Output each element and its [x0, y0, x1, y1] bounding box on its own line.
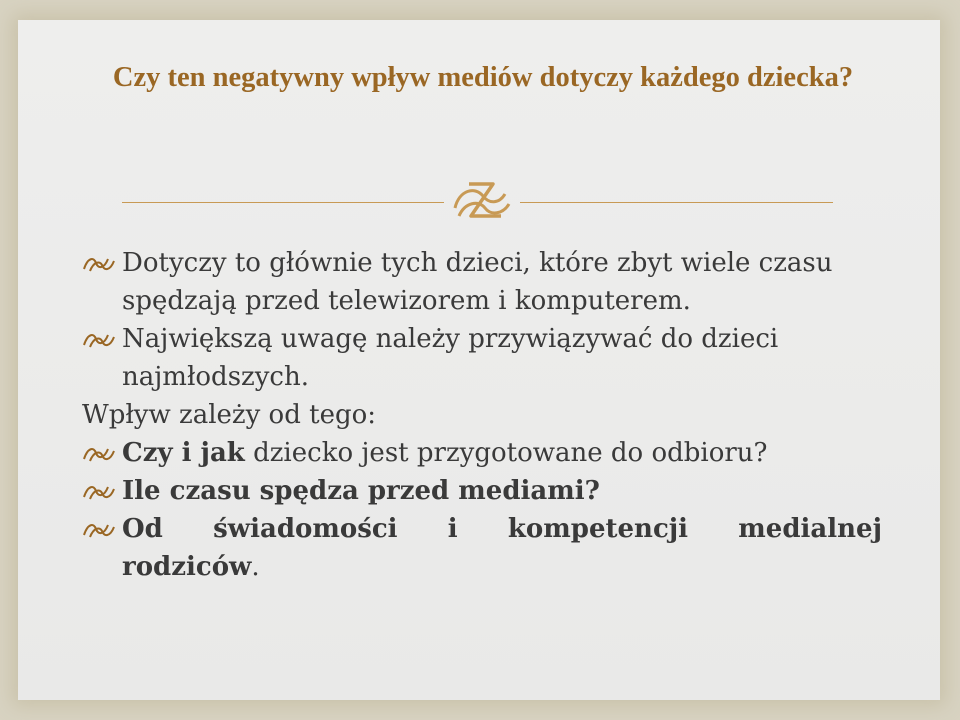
slide-body: [82, 244, 882, 586]
bullet-text-bold: rodziców: [122, 552, 252, 582]
bullet-text: Dotyczy to głównie tych dzieci, które zbyt wiele czasu spędzają przed telewizorem i komputerem.: [122, 248, 833, 316]
bullet-text-bold: Ile czasu spędza przed mediami?: [122, 476, 600, 506]
flourish-icon: [449, 170, 517, 226]
double-scroll-bullet-icon: [82, 519, 116, 539]
list-item: [82, 510, 882, 586]
list-item: [82, 320, 882, 396]
list-item: [82, 434, 882, 472]
double-scroll-bullet-icon: [82, 443, 116, 463]
bullet-text-bold: Od świadomości i kompetencji medialnej: [122, 514, 882, 544]
bullet-text: .: [251, 552, 260, 582]
list-item: [82, 472, 882, 510]
double-scroll-bullet-icon: [82, 481, 116, 501]
intro-text: Wpływ zależy od tego:: [82, 400, 377, 430]
divider-line-left: [122, 202, 444, 203]
divider-line-right: [520, 202, 833, 203]
bullet-text-bold: Czy i jak: [122, 438, 245, 468]
bullet-text: dziecko jest przygotowane do odbioru?: [244, 438, 768, 468]
slide: [18, 20, 940, 700]
double-scroll-bullet-icon: [82, 329, 116, 349]
double-scroll-bullet-icon: [82, 253, 116, 273]
list-item: [82, 244, 882, 320]
slide-title: Czy ten negatywny wpływ mediów dotyczy każdego dziecka?: [112, 62, 854, 93]
bullet-text: Największą uwagę należy przywiązywać do dzieci najmłodszych.: [122, 324, 779, 392]
